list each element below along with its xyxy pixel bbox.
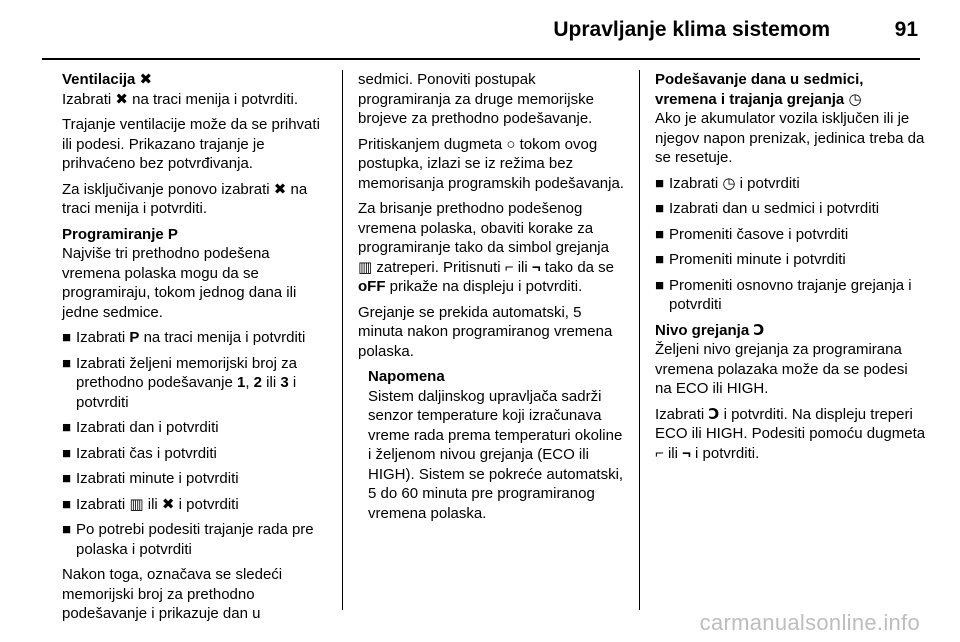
step-list: [62, 328, 332, 559]
column-1: [62, 70, 332, 630]
seat-heating-icon: ▥: [358, 258, 373, 276]
list-item: ■ Promeniti časove i potvrditi: [655, 225, 849, 243]
fan-icon: ✖: [115, 90, 128, 108]
list-item: ■ Izabrati minute i potvrditi: [62, 470, 239, 487]
header-title: Upravljanje klima sistemom: [553, 18, 830, 41]
clock-icon: ◷: [848, 90, 862, 108]
list-item: ■ Promeniti osnovno trajanje grejanja i potvrditi: [655, 276, 912, 313]
list-item: ■ Izabrati ◷ i potvrditi: [655, 174, 800, 192]
column-3: [655, 70, 927, 469]
clock-icon: ◷: [722, 174, 736, 192]
fan-icon: ✖: [273, 180, 287, 198]
paragraph: Željeni nivo grejanja za programirana vremena polazaka može da se podesi na ECO ili HIGH.: [655, 341, 908, 397]
page-number: 91: [894, 18, 918, 41]
note-box: [358, 367, 626, 523]
paragraph: Najviše tri prethodno podešena vremena polaska mogu da se programiraju, tokom jednog dana ili jedne sedmice.: [62, 245, 297, 321]
page-header: [0, 0, 960, 60]
paragraph: Nakon toga, označava se sledeći memorijski broj za prethodno podešavanje i prikazuje dan u: [62, 566, 283, 622]
column-divider-1: [342, 70, 343, 610]
heat-level-icon: Ↄ: [753, 321, 765, 339]
list-item: ■ Izabrati ▥ ili ✖ i potvrditi: [62, 495, 239, 513]
paragraph: Trajanje ventilacije može da se prihvati ili podesi. Prikazano trajanje je prihvaćeno bez potvrđivanja.: [62, 116, 320, 172]
list-item: ■ Izabrati željeni memorijski broj za prethodno podešavanje 1, 2 ili 3 i potvrditi: [62, 354, 297, 411]
left-button-icon: ⌐: [504, 258, 514, 276]
column-divider-2: [639, 70, 640, 610]
list-item: ■ Izabrati P na traci menija i potvrditi: [62, 329, 306, 346]
paragraph: Ako je akumulator vozila isključen ili je njegov napon prenizak, jedinica treba da se resetuje.: [655, 110, 925, 166]
right-button-icon: ¬: [682, 444, 691, 462]
heat-level-icon: Ↄ: [708, 405, 720, 423]
header-divider: [42, 58, 920, 60]
power-icon: ○: [506, 135, 516, 153]
left-button-icon: ⌐: [655, 444, 664, 462]
paragraph: Izabrati Ↄ i potvrditi. Na displeju treperi ECO ili HIGH. Podesiti pomoću dugmeta ⌐ ili ¬ i potvrditi.: [655, 405, 926, 462]
section-heading-ventilation: Ventilacija ✖: [62, 71, 153, 88]
paragraph: sedmici. Ponoviti postupak programiranja za druge memorijske brojeve za prethodno podešavanje.: [358, 71, 594, 127]
list-item: ■ Izabrati dan u sedmici i potvrditi: [655, 200, 880, 217]
step-list: [655, 174, 927, 315]
section-heading-settings: Podešavanje dana u sedmici, vremena i trajanja grejanja ◷: [655, 71, 864, 108]
paragraph: Grejanje se prekida automatski, 5 minuta nakon programiranog vremena polaska.: [358, 303, 613, 360]
section-heading-heat-level: Nivo grejanja Ↄ: [655, 321, 765, 339]
right-button-icon: ¬: [531, 258, 541, 276]
list-item: ■ Po potrebi podesiti trajanje rada pre polaska i potvrditi: [62, 521, 314, 558]
list-item: ■ Promeniti minute i potvrditi: [655, 251, 846, 268]
fan-icon: ✖: [161, 495, 175, 513]
watermark: carmanualsonline.info: [699, 610, 920, 635]
paragraph: Pritiskanjem dugmeta ○ tokom ovog postupka, izlazi se iz režima bez memorisanja programskih podešavanja.: [358, 135, 624, 192]
list-item: ■ Izabrati čas i potvrditi: [62, 444, 217, 462]
section-heading-programming: Programiranje P: [62, 225, 178, 243]
note-text: Sistem daljinskog upravljača sadrži senzor temperature koji izračunava vreme rada prema temperaturi okoline i željenom nivou grejanja (ECO ili HIGH). Sistem se pokreće automatski, 5 do 60 minuta pre programiranog vremena polaska.: [368, 387, 624, 522]
fan-icon: ✖: [139, 71, 153, 88]
paragraph: Za brisanje prethodno podešenog vremena polaska, obaviti korake za programiranje tako da simbol grejanja ▥ zatreperi. Pritisnuti ⌐ ili ¬ tako da se oFF prikaže na displeju i potvrditi.: [358, 200, 615, 295]
list-item: ■ Izabrati dan i potvrditi: [62, 419, 219, 436]
paragraph: Za isključivanje ponovo izabrati ✖ na traci menija i potvrditi.: [62, 180, 308, 217]
note-heading: Napomena: [368, 368, 445, 385]
paragraph: Izabrati ✖ na traci menija i potvrditi.: [62, 90, 299, 108]
column-2: [358, 70, 626, 523]
seat-heating-icon: ▥: [129, 495, 144, 513]
